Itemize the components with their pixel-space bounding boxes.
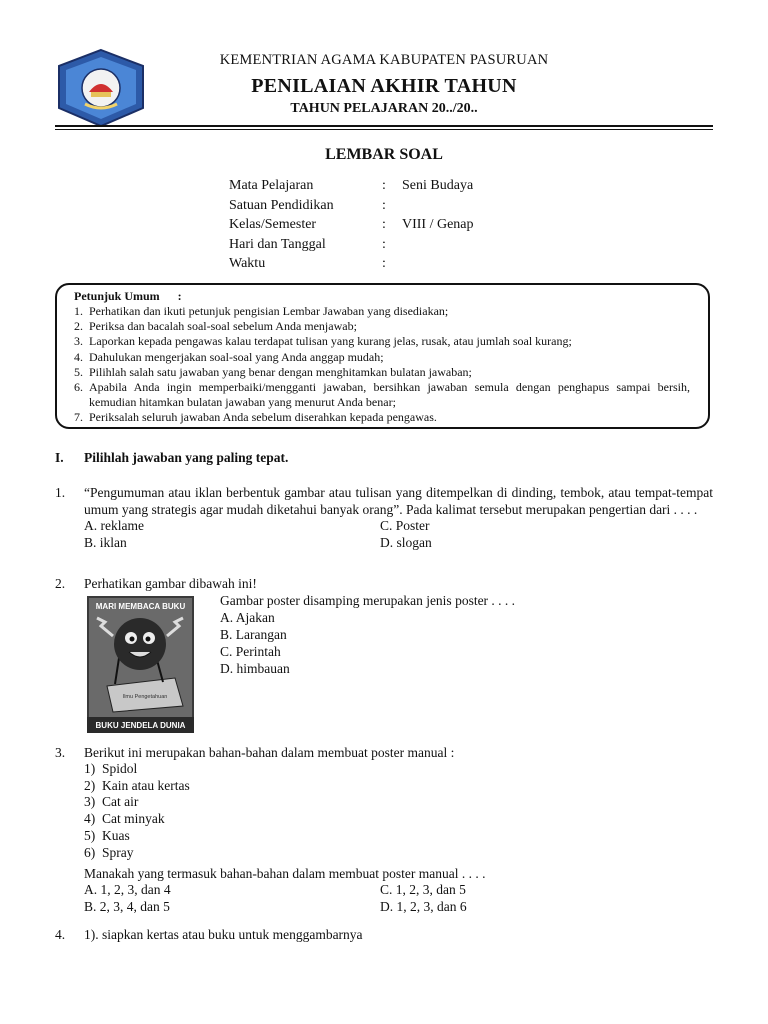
option-d: D. 1, 2, 3, dan 6 xyxy=(380,898,467,914)
list-text: Kain atau kertas xyxy=(102,777,190,793)
institution-name: KEMENTRIAN AGAMA KABUPATEN PASURUAN xyxy=(219,52,549,68)
info-row xyxy=(229,198,474,218)
instruction-number: 3. xyxy=(74,334,83,349)
list-number: 3) xyxy=(84,794,96,810)
info-colon: : xyxy=(382,197,386,213)
list-item xyxy=(84,828,713,845)
list-text: Kuas xyxy=(102,827,130,843)
instructions-list xyxy=(74,304,690,426)
option-d: D. slogan xyxy=(380,534,432,550)
list-number: 6) xyxy=(84,844,96,860)
instruction-number: 4. xyxy=(74,349,83,364)
sheet-title: LEMBAR SOAL xyxy=(325,146,443,163)
header-divider xyxy=(55,125,713,127)
list-item xyxy=(84,845,713,862)
list-text: Spidol xyxy=(102,761,138,776)
option-b: B. 2, 3, 4, dan 5 xyxy=(84,898,170,914)
list-item xyxy=(84,794,713,811)
info-colon: : xyxy=(382,217,386,232)
option-d: D. himbauan xyxy=(220,661,290,676)
question-text: Berikut ini merupakan bahan-bahan dalam membuat poster manual : xyxy=(84,745,455,760)
list-number: 2) xyxy=(84,777,96,793)
list-number: 4) xyxy=(84,811,96,827)
materials-list xyxy=(84,761,713,861)
info-label: Hari dan Tanggal xyxy=(229,236,326,252)
list-item xyxy=(84,761,713,778)
instruction-number: 7. xyxy=(74,410,83,425)
poster-bottom-text: BUKU JENDELA DUNIA xyxy=(95,721,186,730)
info-label: Waktu xyxy=(229,256,266,271)
option-b: B. iklan xyxy=(84,534,127,550)
exam-info xyxy=(229,178,474,276)
poster-book-text: Ilmu Pengetahuan xyxy=(122,694,168,700)
instruction-number: 1. xyxy=(74,304,83,318)
section-heading xyxy=(55,450,288,466)
instructions-heading: Petunjuk Umum : xyxy=(74,289,182,303)
info-row xyxy=(229,178,474,198)
list-number: 5) xyxy=(84,827,96,843)
instruction-item xyxy=(74,380,690,410)
question-number: 3. xyxy=(55,745,66,760)
list-item xyxy=(84,778,713,795)
instruction-text: Dahulukan mengerjakan soal-soal yang Anda anggap mudah; xyxy=(89,349,384,364)
option-c: C. 1, 2, 3, dan 5 xyxy=(380,882,466,898)
info-label: Mata Pelajaran xyxy=(229,178,314,193)
question-number: 2. xyxy=(55,576,66,591)
info-label: Kelas/Semester xyxy=(229,217,317,232)
option-a: A. reklame xyxy=(84,518,144,533)
info-value: Seni Budaya xyxy=(402,178,474,193)
instruction-item xyxy=(74,410,690,425)
question-prompt: Manakah yang termasuk bahan-bahan dalam membuat poster manual . . . . xyxy=(84,866,486,882)
instruction-item xyxy=(74,304,690,319)
question-2 xyxy=(55,575,713,592)
section-title: Pilihlah jawaban yang paling tepat. xyxy=(84,450,289,465)
option-a: A. 1, 2, 3, dan 4 xyxy=(84,882,171,898)
instruction-text: Perhatikan dan ikuti petunjuk pengisian Lembar Jawaban yang disediakan; xyxy=(89,304,449,318)
instruction-text: Periksa dan bacalah soal-soal sebelum Anda menjawab; xyxy=(89,319,357,334)
option-c: C. Perintah xyxy=(220,644,281,659)
option-b: B. Larangan xyxy=(220,627,287,642)
exam-title: PENILAIAN AKHIR TAHUN xyxy=(251,75,517,97)
question-text: 1). siapkan kertas atau buku untuk menggambarnya xyxy=(84,927,363,942)
instruction-item xyxy=(74,350,690,365)
section-number: I. xyxy=(55,450,64,465)
instruction-item xyxy=(74,334,690,349)
instruction-text: Pilihlah salah satu jawaban yang benar dengan menghitamkan bulatan jawaban; xyxy=(89,364,472,379)
header-divider-thin xyxy=(55,129,713,130)
question-prompt: Gambar poster disamping merupakan jenis poster . . . . xyxy=(220,593,516,608)
answer-options xyxy=(84,518,713,551)
info-label: Satuan Pendidikan xyxy=(229,197,334,213)
info-row xyxy=(229,237,474,257)
info-colon: : xyxy=(382,256,386,271)
question-number: 4. xyxy=(55,927,66,942)
instruction-item xyxy=(74,319,690,334)
instruction-text: Apabila Anda ingin memperbaiki/mengganti jawaban, bersihkan jawaban semula dengan penghapus sampai bersih, kemudian hitamkan bulatan jawaban yang menurut Anda benar; xyxy=(89,380,690,410)
option-c: C. Poster xyxy=(380,518,430,533)
info-value: VIII / Genap xyxy=(402,217,474,232)
poster-image xyxy=(87,596,194,733)
instruction-item xyxy=(74,365,690,380)
instruction-number: 2. xyxy=(74,319,83,334)
info-row xyxy=(229,217,474,237)
instruction-number: 5. xyxy=(74,364,83,379)
info-row xyxy=(229,256,474,276)
answer-options xyxy=(84,882,713,915)
instruction-number: 6. xyxy=(74,380,83,395)
list-text: Spray xyxy=(102,844,134,860)
poster-top-text: MARI MEMBACA BUKU xyxy=(95,602,186,611)
question-4 xyxy=(55,926,713,943)
info-colon: : xyxy=(382,236,386,252)
question-text: Perhatikan gambar dibawah ini! xyxy=(84,576,257,591)
instruction-text: Periksalah seluruh jawaban Anda sebelum diserahkan kepada pengawas. xyxy=(89,410,437,425)
question-number: 1. xyxy=(55,485,66,500)
option-a: A. Ajakan xyxy=(220,610,275,625)
school-year: TAHUN PELAJARAN 20../20.. xyxy=(290,101,478,116)
question-2-prompt xyxy=(220,592,515,677)
list-text: Cat minyak xyxy=(102,811,165,827)
list-text: Cat air xyxy=(102,794,139,810)
question-3 xyxy=(55,744,713,915)
list-number: 1) xyxy=(84,761,96,776)
question-1 xyxy=(55,484,713,551)
question-text: “Pengumuman atau iklan berbentuk gambar atau tulisan yang ditempelkan di dinding, tembok, atau tempat-tempat umum yang strategis agar mudah diketahui banyak orang”. Pada kalimat tersebut merupakan pengertian dari . . . . xyxy=(84,485,713,517)
list-item xyxy=(84,811,713,828)
info-colon: : xyxy=(382,178,386,193)
instruction-text: Laporkan kepada pengawas kalau terdapat tulisan yang kurang jelas, rusak, atau jumlah soal kurang; xyxy=(89,334,572,349)
